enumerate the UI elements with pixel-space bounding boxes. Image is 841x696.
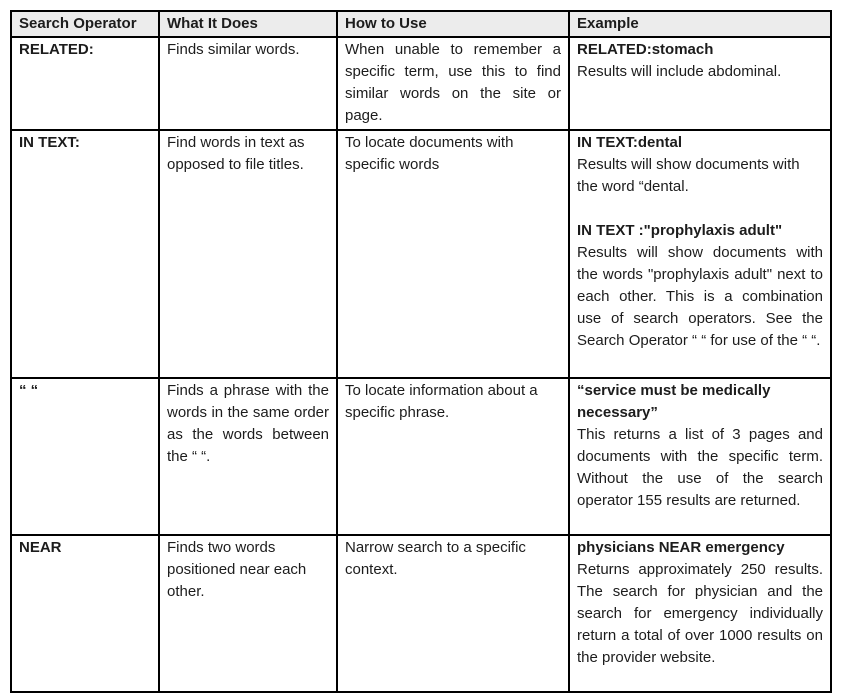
what-text: Finds a phrase with the words in the same order as the words between the “ “.	[167, 382, 329, 465]
example-query: RELATED:stomach	[577, 41, 714, 58]
example-query: physicians NEAR emergency	[577, 539, 785, 556]
what-text: Finds similar words.	[167, 41, 300, 58]
example-result: Results will include abdominal.	[577, 63, 782, 80]
example-result-2: Results will show documents with the words "prophylaxis adult" next to each other. This is a combination use of search operators. See the Search Operator “ “ for use of the “ “.	[577, 244, 823, 349]
example-result: This returns a list of 3 pages and documents with the specific term. Without the use of the search operator 155 results are returned.	[577, 426, 823, 509]
table-row-related	[11, 37, 831, 130]
example-query: IN TEXT:dental	[577, 134, 683, 151]
how-text: To locate documents with specific words	[345, 134, 514, 173]
example-result: Returns approximately 250 results. The search for physician and the search for emergency individually return a total of over 1000 results on the provider website.	[577, 561, 823, 666]
what-text: Finds two words positioned near each other.	[167, 539, 307, 600]
operator-label: “ “	[19, 382, 39, 399]
cell-example	[569, 37, 831, 130]
how-text: Narrow search to a specific context.	[345, 539, 526, 578]
cell-what	[159, 378, 337, 535]
cell-operator	[11, 37, 159, 130]
example-query: “service must be medically necessary”	[577, 382, 771, 421]
example-query-2: IN TEXT :"prophylaxis adult"	[577, 222, 783, 239]
cell-how	[337, 378, 569, 535]
cell-operator	[11, 130, 159, 378]
how-text: To locate information about a specific phrase.	[345, 382, 538, 421]
table-row-intext	[11, 130, 831, 378]
cell-what	[159, 37, 337, 130]
header-how-to-use: How to Use	[337, 11, 569, 37]
paragraph-spacer	[577, 198, 823, 220]
example-result: Results will show documents with the word “dental.	[577, 156, 800, 195]
cell-how	[337, 37, 569, 130]
operator-label: RELATED:	[19, 41, 94, 58]
cell-what	[159, 130, 337, 378]
what-text: Find words in text as opposed to file titles.	[167, 134, 305, 173]
header-row	[11, 11, 831, 37]
operator-label: NEAR	[19, 539, 62, 556]
cell-example	[569, 535, 831, 692]
cell-example	[569, 378, 831, 535]
operator-label: IN TEXT:	[19, 134, 80, 151]
header-what-it-does: What It Does	[159, 11, 337, 37]
how-text: When unable to remember a specific term, use this to find similar words on the site or page.	[345, 41, 561, 124]
header-example: Example	[569, 11, 831, 37]
table-row-near	[11, 535, 831, 692]
cell-what	[159, 535, 337, 692]
table-row-quotes	[11, 378, 831, 535]
cell-example	[569, 130, 831, 378]
cell-operator	[11, 378, 159, 535]
cell-operator	[11, 535, 159, 692]
header-search-operator: Search Operator	[11, 11, 159, 37]
search-operators-table	[10, 10, 832, 693]
cell-how	[337, 535, 569, 692]
cell-how	[337, 130, 569, 378]
